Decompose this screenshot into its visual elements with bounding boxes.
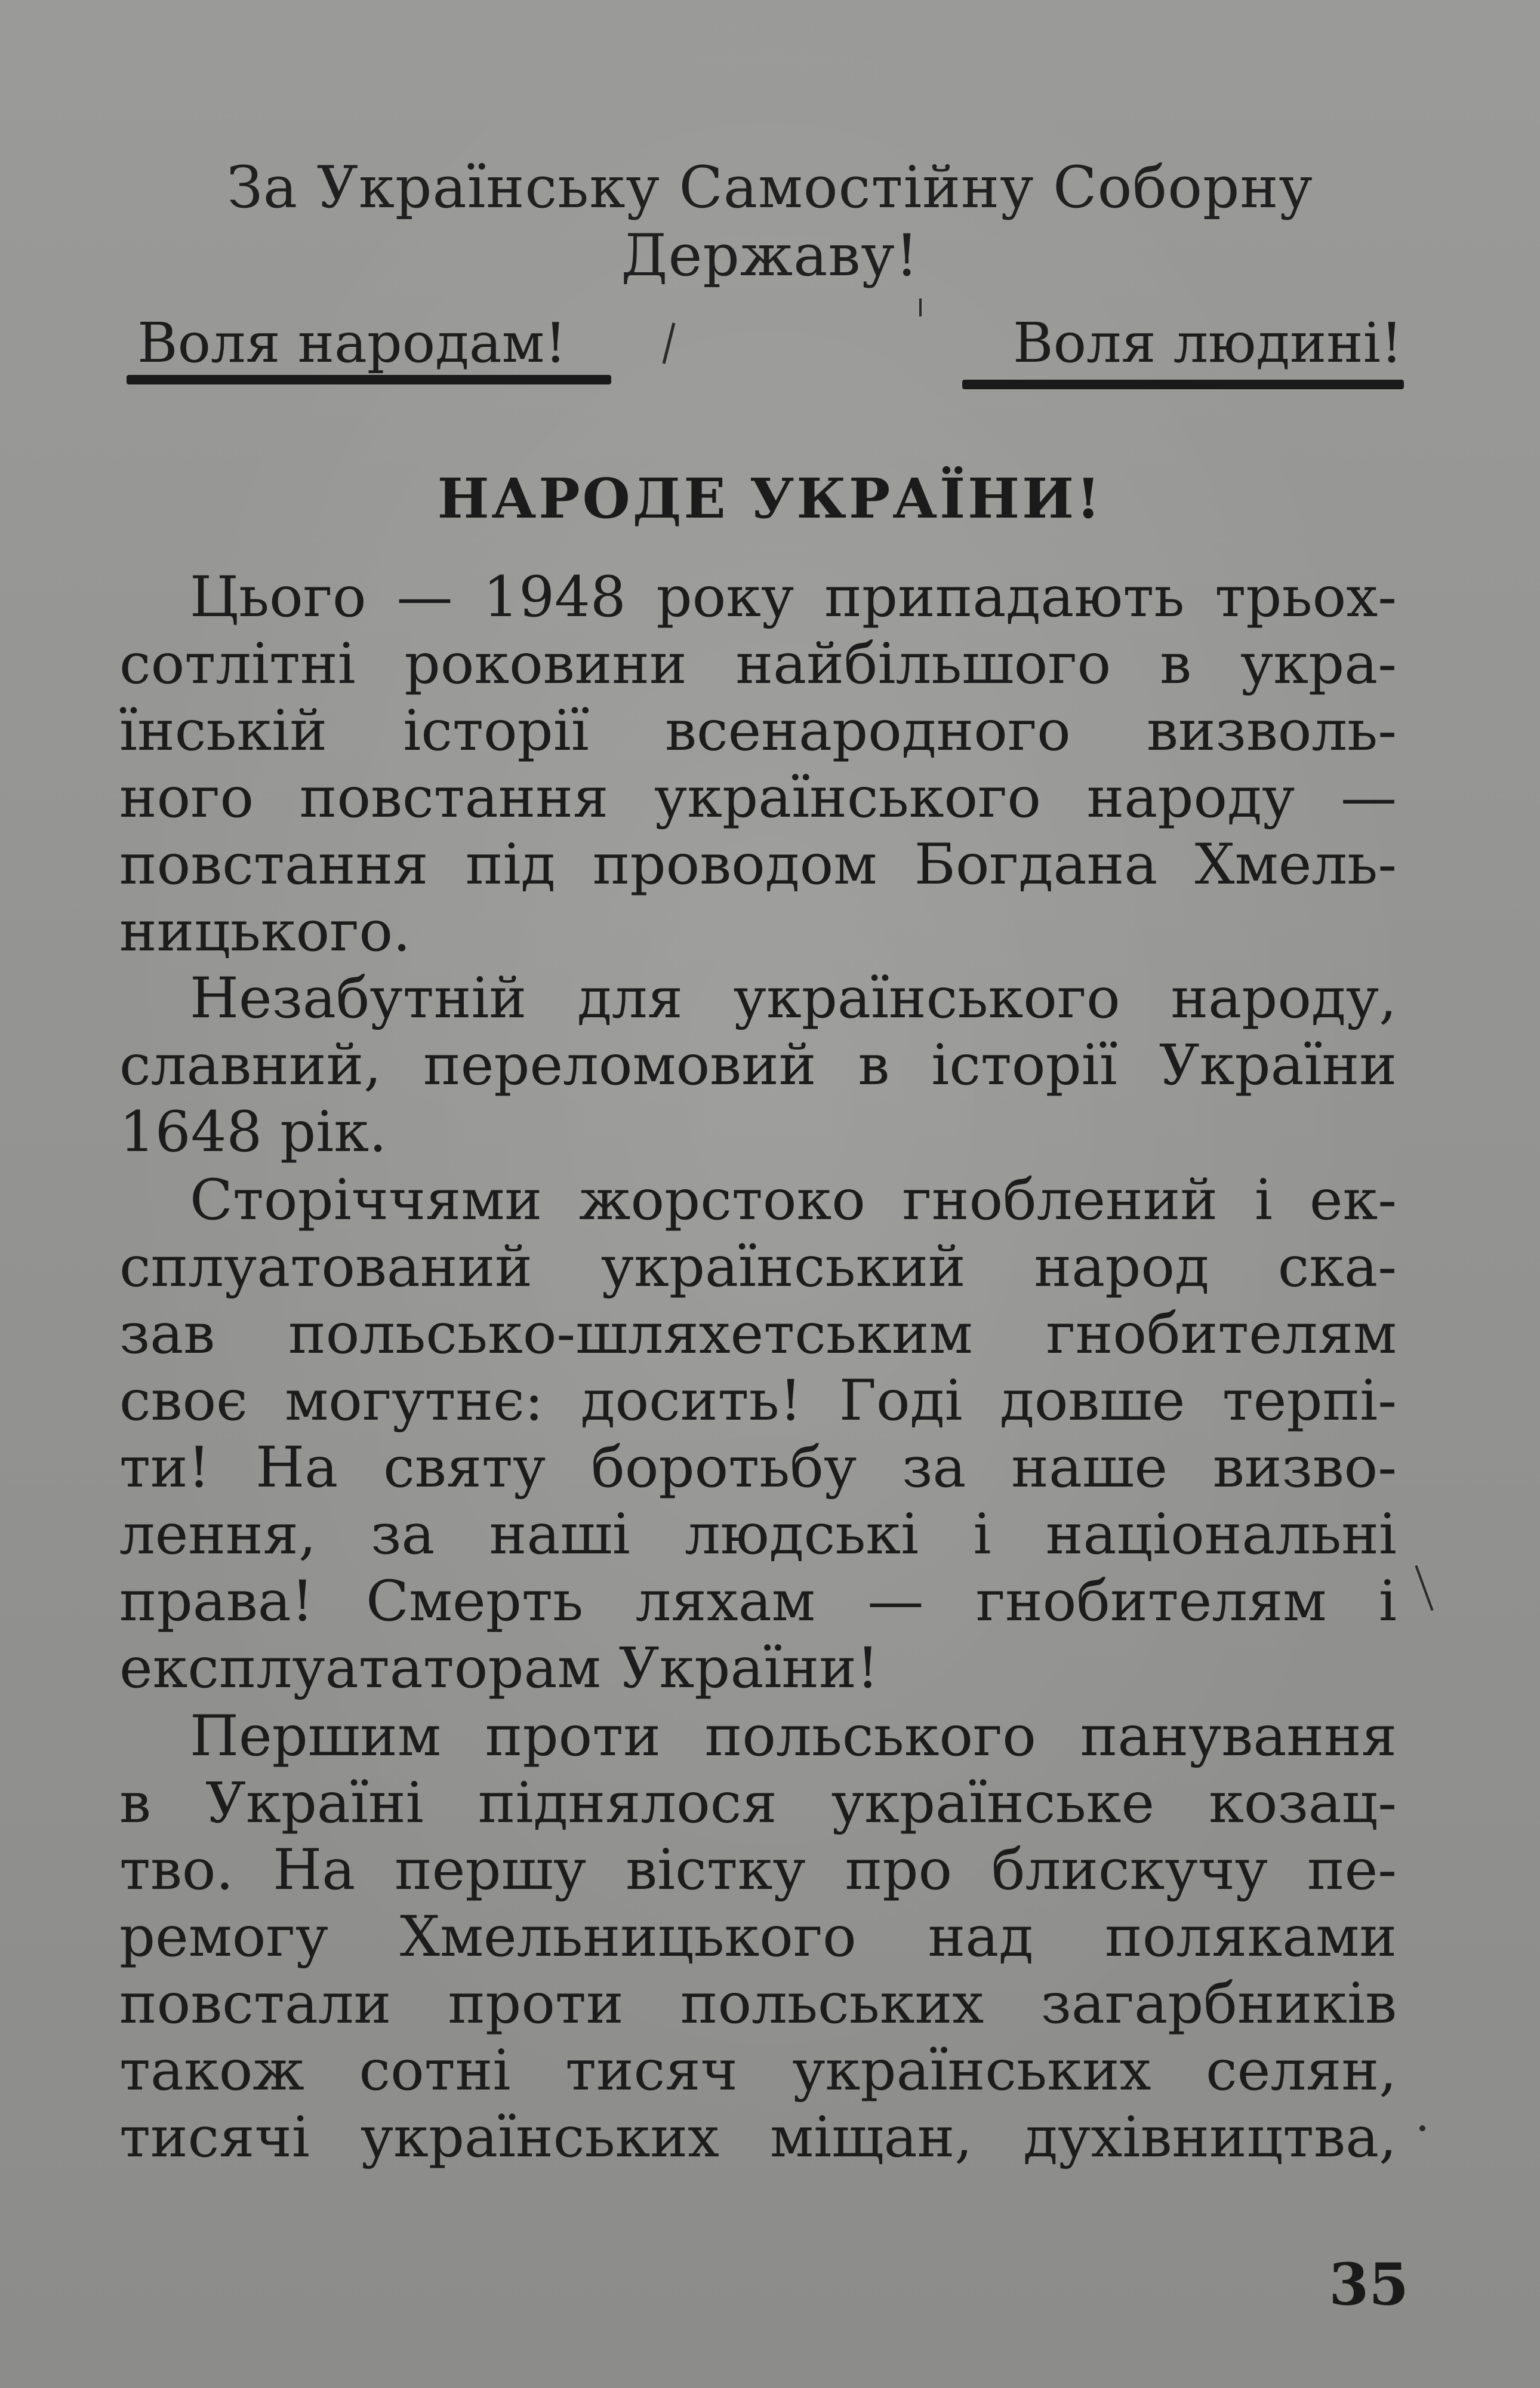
- body-line: Сторіччями жорстоко гноблений і ек-: [190, 1168, 1397, 1233]
- body-line: їнській історії всенародного визволь-: [119, 698, 1397, 764]
- print-speck: [663, 322, 676, 364]
- body-line: ремогу Хмельницького над поляками: [119, 1904, 1397, 1970]
- body-line: повстання під проводом Богдана Хмель-: [119, 832, 1397, 897]
- body-line: повстали проти польських загарбників: [119, 1971, 1397, 2036]
- body-line: своє могутнє: досить! Годі довше терпі-: [119, 1368, 1397, 1433]
- motto-line-1: За Українську Самостійну Соборну: [227, 154, 1313, 221]
- page-number: 35: [1329, 2251, 1409, 2318]
- body-line: зав польсько-шляхетським гнобителям: [119, 1301, 1397, 1367]
- slogan-left-underline: [127, 375, 611, 384]
- body-line: права! Смерть ляхам — гнобителям і: [119, 1569, 1397, 1634]
- body-line: лення, за наші людські і національні: [119, 1502, 1397, 1567]
- body-line: славний, переломовий в історії України: [119, 1033, 1397, 1098]
- slogan-right: Воля людині!: [1013, 311, 1403, 375]
- body-line: сплуатований український народ ска-: [119, 1235, 1397, 1300]
- body-line: Цього — 1948 року припадають трьох-: [190, 565, 1397, 630]
- slogan-right-underline: [962, 380, 1404, 389]
- page-heading: НАРОДЕ УКРАЇНИ!: [437, 466, 1103, 531]
- body-line: Першим проти польського панування: [190, 1704, 1397, 1769]
- body-line: експлуататорам України!: [119, 1636, 879, 1701]
- print-speck: [919, 298, 922, 316]
- body-line: Незабутній для українського народу,: [190, 966, 1397, 1031]
- body-line: ти! На святу боротьбу за наше визво-: [119, 1435, 1397, 1500]
- body-line: ницького.: [119, 899, 411, 964]
- print-speck: [1415, 1565, 1433, 1611]
- print-speck: [1419, 2125, 1425, 2131]
- body-line: в Україні піднялося українське козац-: [119, 1771, 1397, 1836]
- body-line: тисячі українських міщан, духівництва,: [119, 2105, 1397, 2170]
- body-line: сотлітні роковини найбільшого в укра-: [119, 632, 1397, 697]
- body-line: тво. На першу вістку про блискучу пе-: [119, 1838, 1397, 1903]
- slogan-left: Воля народам!: [137, 311, 567, 375]
- body-line: також сотні тисяч українських селян,: [119, 2038, 1397, 2103]
- body-line: 1648 рік.: [119, 1100, 387, 1165]
- body-line: ного повстання українського народу —: [119, 765, 1397, 830]
- motto-line-2: Державу!: [621, 222, 919, 289]
